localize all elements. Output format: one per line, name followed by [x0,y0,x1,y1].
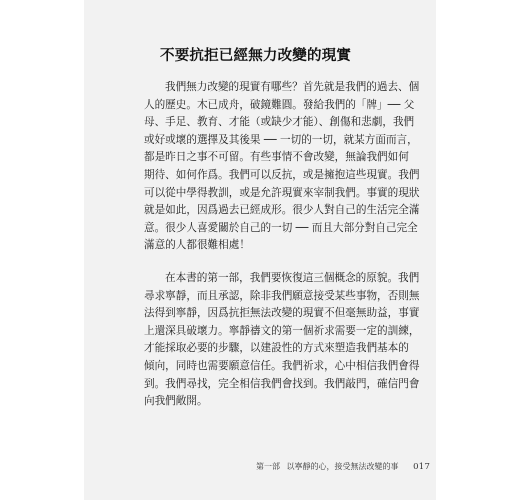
footer-chapter-title: 以寧靜的心，接受無法改變的事 [286,462,399,471]
text-line: 或好或壞的選擇及其後果 ── 一切的一切，就某方面而言， [144,133,418,146]
page-number: 017 [413,462,431,472]
text-line: 母、手足、教育、才能（或缺少才能）、創傷和悲劇，我們 [144,116,415,129]
chapter-heading: 不要抗拒已經無力改變的現實 [160,47,352,64]
paragraph-1 [144,79,420,255]
text-line: 上還深具破壞力。寧靜禱文的第一個祈求需要一定的訓練， [144,324,420,337]
text-line: 意。很少人喜愛關於自己的一切 ── 而且大部分對自己完全 [144,221,418,234]
book-page [84,0,436,500]
paragraph-2 [144,270,420,411]
text-line: 滿意的人都很難相處！ [144,239,250,252]
text-line: 到。我們尋找，完全相信我們會找到。我們敲門，確信門會 [144,377,420,390]
text-line: 才能採取必要的步驟，以建設性的方式來塑造我們基本的 [144,342,409,355]
text-line: 向我們敞開。 [144,395,208,408]
text-line: 期待、如何作爲。我們可以反抗，或是擁抱這些現實。我們 [144,168,420,181]
text-line: 尋求寧靜，而且承認，除非我們願意接受某些事物，否則無 [144,289,420,302]
text-line: 在本書的第一部，我們要恢復這三個概念的原貌。我們 [165,272,420,284]
text-line: 傾向，同時也需要願意信任。我們祈求，心中相信我們會得 [144,359,420,372]
text-line: 都是昨日之事不可留。有些事情不會改變，無論我們如何 [144,151,409,164]
text-line: 就是如此，因爲過去已經成形。很少人對自己的生活完全滿 [144,204,420,217]
text-line: 我們無力改變的現實有哪些？首先就是我們的過去、個 [165,81,420,93]
page-footer [256,461,430,472]
footer-section: 第一部 [256,462,280,471]
text-line: 法得到寧靜，因爲抗拒無法改變的現實不但毫無助益，事實 [144,307,420,320]
text-line: 人的歷史。木已成舟，破鏡難圓。發給我們的「牌」── 父 [144,98,415,111]
text-line: 可以從中學得教訓，或是允許現實來宰制我們。事實的現狀 [144,186,420,199]
